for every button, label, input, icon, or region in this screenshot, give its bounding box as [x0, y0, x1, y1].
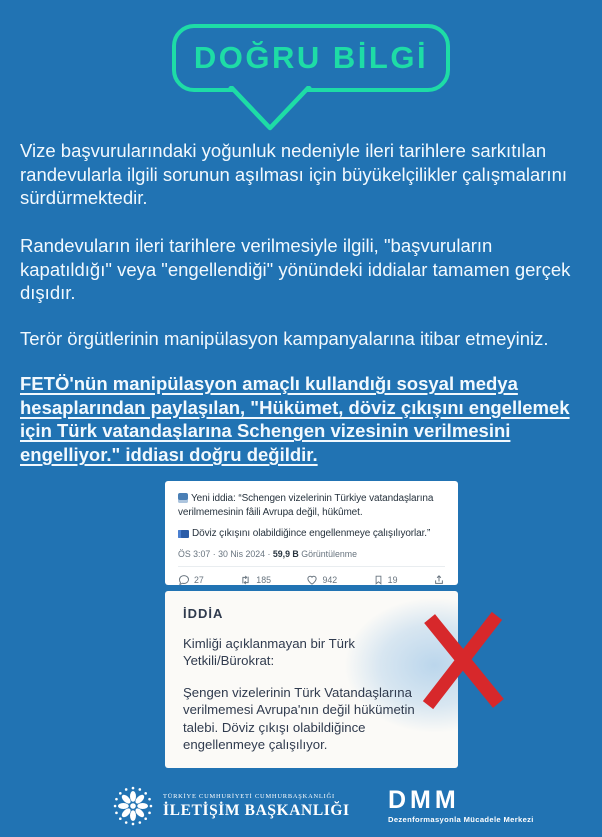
share-button[interactable] — [433, 574, 445, 586]
paragraph-visa-backlog: Vize başvurularındaki yoğunluk nedeniyle ileri tarihlere sarkıtılan randevularla ilgili sorunun aşılması için büyükelçilikler çalışmalarını sürdürmektedir. — [20, 140, 568, 209]
tweet-emoji-icon — [178, 493, 188, 503]
claim-label: İDDİA — [183, 606, 224, 621]
gov-text-block — [163, 793, 350, 820]
retweet-count: 185 — [256, 574, 271, 585]
presidency-emblem-icon — [112, 785, 154, 827]
tweet-timestamp — [178, 549, 445, 559]
claim-paragraph-1: Kimliği açıklanmayan bir Türk Yetkili/Bürokrat: — [183, 636, 355, 669]
tweet-time-date: ÖS 3:07 · 30 Nis 2024 · — [178, 548, 273, 559]
reply-button[interactable] — [178, 574, 204, 586]
page-title: DOĞRU BİLGİ — [193, 40, 429, 75]
tweet-line2-text: Döviz çıkışını olabildiğince engellenmeye çalışılıyorlar.” — [192, 528, 431, 539]
paragraph-terror-warning: Terör örgütlerinin manipülasyon kampanyalarına itibar etmeyiniz. — [20, 328, 549, 349]
retweet-button[interactable] — [239, 574, 271, 586]
bookmark-button[interactable] — [373, 574, 398, 586]
dogru-bilgi-bubble — [172, 24, 450, 92]
dmm-subtitle: Dezenformasyonla Mücadele Merkezi — [388, 815, 534, 824]
like-button[interactable] — [306, 574, 337, 586]
tweet-action-bar — [178, 567, 445, 593]
dmm-wordmark: DMM — [388, 786, 460, 814]
tweet-card — [165, 481, 458, 585]
eu-flag-icon — [178, 530, 189, 538]
tweet-line2 — [178, 527, 445, 541]
dmm-logo — [388, 788, 534, 824]
claim-paragraph-2: Şengen vizelerinin Türk Vatandaşlarına verilmemesi Avrupa'nın değil hükümetin talebi. Döviz çıkışı olabildiğince engellenmeye çalışılıyor. — [183, 684, 415, 753]
iletisim-baskanligi-logo — [112, 785, 350, 827]
paragraph-claims-false: Randevuların ileri tarihlere verilmesiyle ilgili, "başvuruların kapatıldığı" veya "engellendiği" yönündeki iddialar tamamen gerçek dışıdır. — [20, 235, 571, 304]
presidency-name: TÜRKİYE CUMHURİYETİ CUMHURBAŞKANLIĞI — [163, 792, 335, 800]
tweet-line1-text: Yeni iddia: “Schengen vizelerinin Türkiye vatandaşlarına verilmemesinin fâili Avrupa değil, hükûmet. — [178, 493, 434, 518]
paragraph-feto-highlight: FETÖ'nün manipülasyon amaçlı kullandığı sosyal medya hesaplarından paylaşılan, "Hükümet, döviz çıkışını engellemek için Türk vatandaşlarına Schengen vizesinin verilmesini engelliyor." iddiası doğru değildir. — [20, 373, 570, 466]
tweet-views-label: Görüntülenme — [298, 548, 357, 559]
bookmark-icon — [373, 574, 384, 586]
tweet-line1 — [178, 492, 445, 519]
bookmark-count: 19 — [387, 574, 398, 585]
like-count: 942 — [322, 574, 338, 585]
reply-count: 27 — [194, 574, 204, 585]
share-icon — [433, 574, 445, 586]
speech-bubble-tail-icon — [226, 86, 316, 132]
directorate-name: İLETİŞİM BAŞKANLIĞI — [163, 801, 350, 819]
tweet-views-count: 59,9 B — [272, 548, 299, 559]
retweet-icon — [239, 574, 252, 586]
claim-card — [165, 591, 458, 768]
reply-icon — [178, 574, 190, 586]
heart-icon — [306, 574, 318, 586]
